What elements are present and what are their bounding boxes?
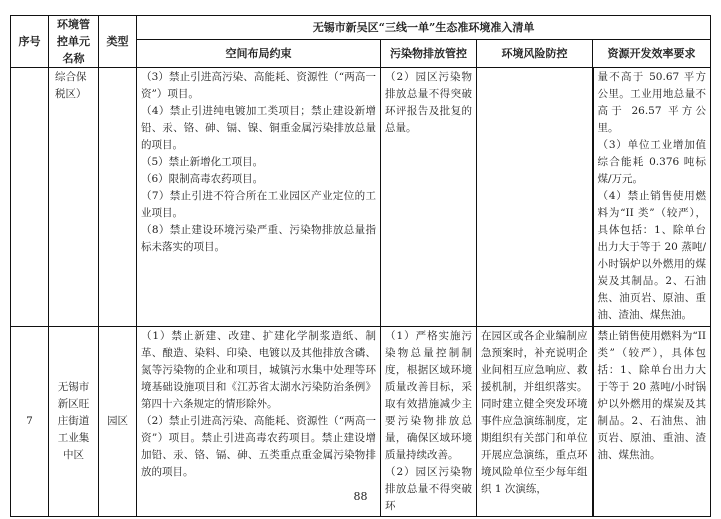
paragraph: （2）园区污染物排放总量不得突破环 bbox=[385, 466, 472, 512]
paragraph: 量不高于 50.67 平方公里。工业用地总量不高于 26.57 平方公里。 bbox=[597, 71, 707, 134]
cell-pollution bbox=[381, 68, 477, 327]
cell-pollution bbox=[381, 327, 477, 517]
header-spatial: 空间布局约束 bbox=[137, 39, 381, 67]
header-unit-name: 环境管控单元名称 bbox=[49, 16, 99, 68]
paragraph: （7）禁止引进不符合所在工业园区产业定位的工业项目。 bbox=[141, 190, 376, 219]
paragraph: （6）限制高毒农药项目。 bbox=[141, 173, 264, 185]
table-title: 无锡市新吴区“三线一单”生态准环境准入清单 bbox=[137, 16, 711, 40]
cell-spatial bbox=[137, 68, 381, 327]
header-type: 类型 bbox=[99, 16, 137, 68]
paragraph: （4）禁止销售使用燃料为“II 类”（较严），具体包括：1、除单台出力大于等于 20 蒸吨/小时锅炉以外燃用的煤炭及其制品。2、石油焦、油页岩、原油、重油、渣油、煤焦油。 bbox=[597, 190, 707, 321]
cell-unit-name: 综合保税区） bbox=[49, 68, 99, 327]
paragraph: 在园区或各企业编制应急预案时，补充说明企业间相互应急响应、救援机制，并组织落实。同时建立健全突发环境事件应急演练制度，定期组织有关部门和单位开展应急演练，重点环境风险单位至少每年组织 1 次演练， bbox=[481, 330, 588, 495]
paragraph: （2）园区污染物排放总量不得突破环评报告及批复的总量。 bbox=[385, 71, 472, 134]
header-pollution: 污染物排放管控 bbox=[381, 39, 477, 67]
cell-risk bbox=[477, 327, 593, 517]
cell-seq bbox=[11, 68, 49, 327]
paragraph: （2）禁止引进高污染、高能耗、资源性（“两高一资”）项目。禁止引进高毒农药项目。禁止建设增加铅、汞、铬、镉、砷、五类重点重金属污染物排放的项目。 bbox=[141, 415, 376, 478]
cell-unit-name: 无锡市新区旺庄街道工业集中区 bbox=[49, 327, 99, 517]
table-row bbox=[11, 327, 711, 517]
header-resource: 资源开发效率要求 bbox=[593, 39, 711, 67]
cell-risk bbox=[477, 68, 593, 327]
cell-spatial bbox=[137, 327, 381, 517]
header-seq: 序号 bbox=[11, 16, 49, 68]
cell-type bbox=[99, 68, 137, 327]
paragraph: （5）禁止新增化工项目。 bbox=[141, 156, 264, 168]
cell-resource bbox=[593, 327, 711, 517]
paragraph: 禁止销售使用燃料为“II 类”（较严），具体包括：1、除单台出力大于等于 20 蒸吨/小时锅炉以外燃用的煤炭及其制品。2、石油焦、油页岩、原油、重油、渣油、煤焦油。 bbox=[597, 330, 707, 461]
cell-type: 园区 bbox=[99, 327, 137, 517]
cell-resource bbox=[593, 68, 711, 327]
cell-seq: 7 bbox=[11, 327, 49, 517]
table-row bbox=[11, 68, 711, 327]
paragraph: （3）禁止引进高污染、高能耗、资源性（“两高一资”）项目。 bbox=[141, 71, 376, 100]
paragraph: （3）单位工业增加值综合能耗 0.376 吨标煤/万元。 bbox=[597, 139, 707, 185]
page-number: 88 bbox=[353, 490, 368, 503]
paragraph: （1）严格实施污染物总量控制制度，根据区域环境质量改善目标，采取有效措施减少主要污染物排放总量，确保区域环境质量持续改善。 bbox=[385, 330, 472, 461]
header-risk: 环境风险防控 bbox=[477, 39, 593, 67]
paragraph: （4）禁止引进纯电镀加工类项目；禁止建设新增铅、汞、铬、砷、镉、镍、铜重金属污染排放总量的项目。 bbox=[141, 105, 376, 151]
paragraph: （1）禁止新建、改建、扩建化学制浆造纸、制革、酿造、染料、印染、电镀以及其他排放含磷、氮等污染物的企业和项目，城镇污水集中处理等环境基础设施项目和《江苏省太湖水污染防治条例》第四十六条规定的情形除外。 bbox=[141, 330, 376, 410]
paragraph: （8）禁止建设环境污染严重、污染物排放总量指标未落实的项目。 bbox=[141, 224, 376, 253]
environmental-access-table bbox=[10, 15, 711, 517]
